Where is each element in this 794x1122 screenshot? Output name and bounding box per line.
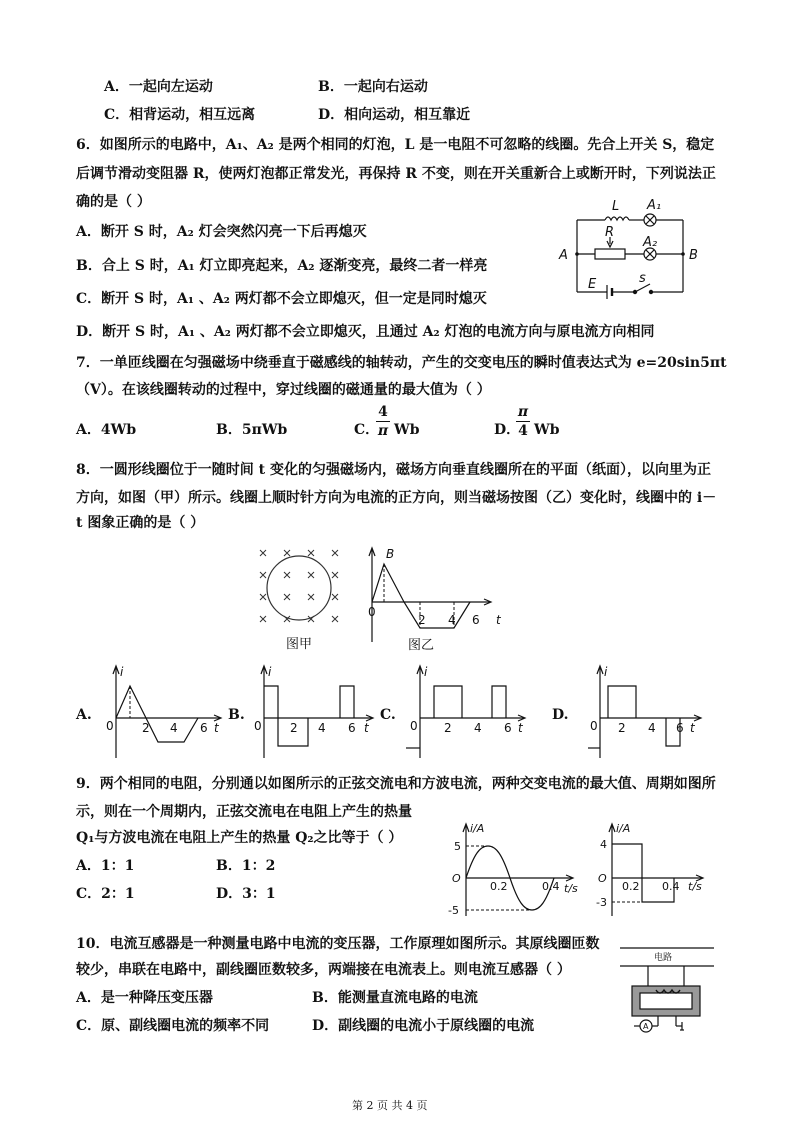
q9-sine-graph bbox=[444, 820, 584, 920]
label-s: s bbox=[639, 271, 646, 286]
fig-yi-0: 0 bbox=[368, 605, 376, 619]
label-B-node: B bbox=[689, 248, 698, 263]
square-4: 4 bbox=[600, 838, 607, 851]
graph-d-t: t bbox=[690, 721, 695, 735]
graph-b-t: t bbox=[364, 721, 369, 735]
q8-stem-line3: t 图象正确的是（ ） bbox=[76, 515, 205, 531]
graph-c-4: 4 bbox=[474, 721, 482, 735]
q8-graph-a bbox=[98, 662, 228, 762]
fig-yi-2: 2 bbox=[418, 613, 426, 627]
q10-option-b: B．能测量直流电路的电流 bbox=[312, 990, 478, 1006]
q7-option-c-unit: Wb bbox=[394, 422, 420, 438]
q10-option-c: C．原、副线圈电流的频率不同 bbox=[76, 1018, 270, 1034]
q9-option-c: C．2：1 bbox=[76, 886, 135, 902]
q8-graph-b bbox=[250, 662, 380, 762]
graph-b-0: 0 bbox=[254, 719, 262, 733]
sine-axis-ts: t/s bbox=[564, 882, 578, 895]
q5-option-c: C．相背运动，相互远离 bbox=[104, 107, 256, 123]
q6-option-c: C．断开 S 时，A₁ 、A₂ 两灯都不会立即熄灭，但一定是同时熄灭 bbox=[76, 291, 487, 307]
q8-stem-line1: 8．一圆形线圈位于一随时间 t 变化的匀强磁场内，磁场方向垂直线圈所在的平面（纸面），以向里为正 bbox=[76, 462, 711, 478]
fig-yi-4: 4 bbox=[448, 613, 456, 627]
q6-stem-line3: 确的是（ ） bbox=[76, 194, 151, 210]
graph-a-2: 2 bbox=[142, 721, 150, 735]
graph-a-i: i bbox=[120, 665, 124, 679]
square-0.2: 0.2 bbox=[622, 880, 640, 893]
q9-stem-line3: Q₁与方波电流在电阻上产生的热量 Q₂之比等于（ ） bbox=[76, 830, 403, 846]
graph-a-0: 0 bbox=[106, 719, 114, 733]
fig-yi-B: B bbox=[386, 547, 395, 561]
q9-stem-line2: 示，则在一个周期内，正弦交流电在电阻上产生的热量 bbox=[76, 804, 412, 820]
q7-stem-line1: 7．一单匝线圈在匀强磁场中绕垂直于磁感线的轴转动，产生的交变电压的瞬时值表达式为 e=20sin5πt bbox=[76, 355, 727, 371]
graph-d-6: 6 bbox=[676, 721, 684, 735]
ammeter-label: A bbox=[643, 1022, 649, 1031]
q7-d-numerator: π bbox=[517, 404, 529, 420]
q7-option-d-label: D． bbox=[494, 422, 521, 438]
graph-c-2: 2 bbox=[444, 721, 452, 735]
q10-stem-line2: 较少，串联在电路中，副线圈匝数较多，两端接在电流表上。则电流互感器（ ） bbox=[76, 962, 571, 978]
label-E: E bbox=[588, 277, 597, 292]
label-A2: A₂ bbox=[643, 235, 658, 250]
q8-option-d-label: D. bbox=[552, 707, 569, 723]
graph-a-t: t bbox=[214, 721, 219, 735]
fig-yi-caption: 图乙 bbox=[408, 638, 435, 653]
graph-c-i: i bbox=[424, 665, 428, 679]
square-neg3: -3 bbox=[596, 896, 607, 909]
label-A1: A₁ bbox=[647, 198, 662, 213]
q9-option-a: A．1：1 bbox=[76, 858, 135, 874]
sine-0.4: 0.4 bbox=[542, 880, 560, 893]
q8-option-c-label: C. bbox=[380, 707, 396, 723]
q7-option-d-fraction bbox=[516, 404, 530, 439]
q8-graph-c bbox=[402, 662, 532, 762]
q6-option-b: B．合上 S 时，A₁ 灯立即亮起来，A₂ 逐渐变亮，最终二者一样亮 bbox=[76, 258, 488, 274]
sine-5: 5 bbox=[454, 840, 461, 853]
label-L: L bbox=[612, 199, 620, 214]
q8-option-a-label: A. bbox=[76, 707, 92, 723]
q7-option-a: A．4Wb bbox=[76, 422, 137, 438]
sine-axis-ia: i/A bbox=[470, 822, 485, 835]
graph-b-i: i bbox=[268, 665, 272, 679]
graph-c-0: 0 bbox=[410, 719, 418, 733]
label-R: R bbox=[605, 225, 615, 240]
fig-jia-caption: 图甲 bbox=[286, 637, 313, 652]
q9-stem-line1: 9．两个相同的电阻，分别通以如图所示的正弦交流电和方波电流，两种交变电流的最大值、周期如图所 bbox=[76, 776, 716, 792]
square-axis-ts: t/s bbox=[688, 880, 702, 893]
q8-figure-yi bbox=[360, 542, 510, 657]
transformer-label-circuit: 电路 bbox=[654, 953, 673, 963]
sine-0.2: 0.2 bbox=[490, 880, 508, 893]
q7-d-denominator: 4 bbox=[518, 423, 528, 439]
q7-option-c-label: C． bbox=[354, 422, 380, 438]
q7-option-b: B．5πWb bbox=[216, 422, 288, 438]
q7-option-c-fraction bbox=[376, 404, 390, 439]
q7-stem-line2: （V）。在该线圈转动的过程中，穿过线圈的磁通量的最大值为（ ） bbox=[76, 382, 491, 398]
q5-option-b: B．一起向右运动 bbox=[318, 79, 428, 95]
graph-c-t: t bbox=[518, 721, 523, 735]
q6-stem-line1: 6．如图所示的电路中，A₁、A₂ 是两个相同的灯泡，L 是一电阻不可忽略的线圈。先合上开关 S，稳定 bbox=[76, 137, 715, 153]
page-footer: 第 2 页 共 4 页 bbox=[352, 1099, 428, 1112]
sine-O: O bbox=[452, 872, 461, 885]
q8-figure-jia bbox=[252, 546, 352, 656]
q6-option-a: A．断开 S 时，A₂ 灯会突然闪亮一下后再熄灭 bbox=[76, 224, 367, 240]
graph-a-6: 6 bbox=[200, 721, 208, 735]
graph-d-4: 4 bbox=[648, 721, 656, 735]
q7-c-denominator: π bbox=[377, 423, 389, 439]
fig-yi-t: t bbox=[496, 613, 501, 627]
q8-option-b-label: B. bbox=[228, 707, 245, 723]
graph-d-2: 2 bbox=[618, 721, 626, 735]
q10-stem-line1: 10．电流互感器是一种测量电路中电流的变压器，工作原理如图所示。其原线圈匝数 bbox=[76, 936, 600, 952]
graph-b-4: 4 bbox=[318, 721, 326, 735]
q7-c-numerator: 4 bbox=[378, 404, 388, 420]
q6-stem-line2: 后调节滑动变阻器 R，使两灯泡都正常发光，再保持 R 不变，则在开关重新合上或断开时，下列说法正 bbox=[76, 166, 716, 182]
q6-circuit-diagram bbox=[555, 192, 715, 302]
graph-d-0: 0 bbox=[590, 719, 598, 733]
q6-option-d: D．断开 S 时，A₁ 、A₂ 两灯都不会立即熄灭，且通过 A₂ 灯泡的电流方向与原电流方向相同 bbox=[76, 324, 655, 340]
graph-a-4: 4 bbox=[170, 721, 178, 735]
q10-option-a: A．是一种降压变压器 bbox=[76, 990, 213, 1006]
q10-transformer-diagram bbox=[618, 940, 718, 1040]
graph-b-2: 2 bbox=[290, 721, 298, 735]
q9-option-d: D．3：1 bbox=[216, 886, 276, 902]
q5-option-d: D．相向运动，相互靠近 bbox=[318, 107, 471, 123]
fig-yi-6: 6 bbox=[472, 613, 480, 627]
sine-neg5: -5 bbox=[448, 904, 459, 917]
graph-c-6: 6 bbox=[504, 721, 512, 735]
q9-option-b: B．1：2 bbox=[216, 858, 276, 874]
q10-option-d: D．副线圈的电流小于原线圈的电流 bbox=[312, 1018, 535, 1034]
graph-b-6: 6 bbox=[348, 721, 356, 735]
q5-option-a: A．一起向左运动 bbox=[104, 79, 213, 95]
q9-square-graph bbox=[592, 820, 712, 920]
square-0.4: 0.4 bbox=[662, 880, 680, 893]
graph-d-i: i bbox=[604, 665, 608, 679]
q8-graph-d bbox=[578, 662, 708, 762]
label-A-node: A bbox=[559, 248, 568, 263]
square-axis-ia: i/A bbox=[616, 822, 631, 835]
q8-stem-line2: 方向，如图（甲）所示。线圈上顺时针方向为电流的正方向，则当磁场按图（乙）变化时，线圈中的 i－ bbox=[76, 490, 717, 506]
q7-option-d-unit: Wb bbox=[534, 422, 560, 438]
square-O: O bbox=[598, 872, 607, 885]
